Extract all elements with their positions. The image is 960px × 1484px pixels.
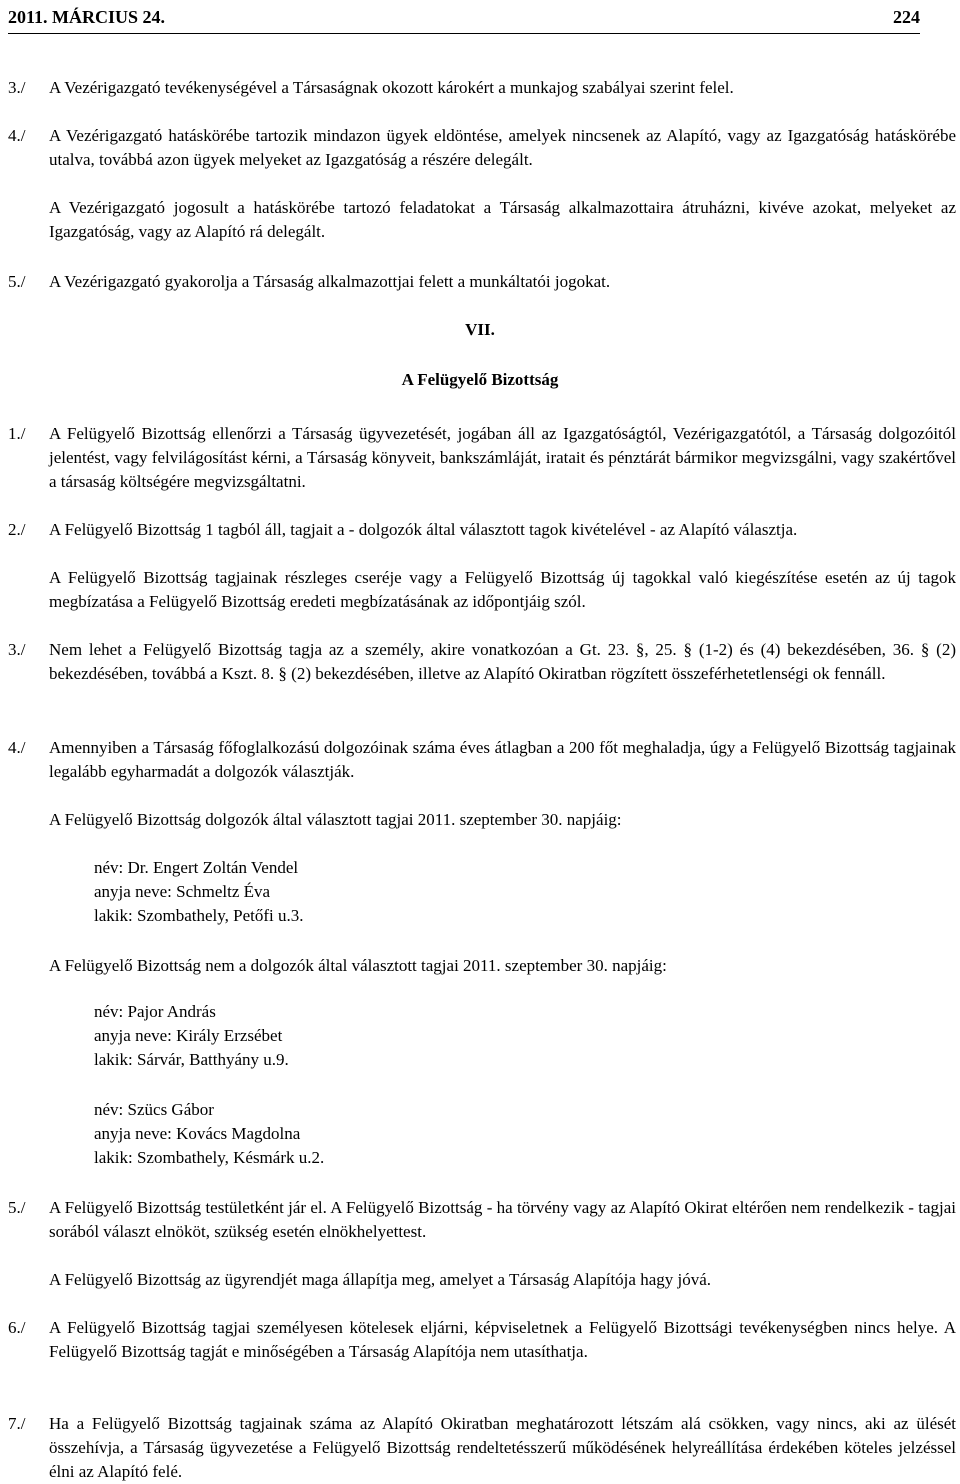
paragraph-number: 5./ [8,1198,26,1217]
page-header [8,0,920,34]
paragraph-number: 5./ [8,272,26,291]
member-address: lakik: Sárvár, Batthyány u.9. [94,1050,289,1069]
paragraph-text: A Felügyelő Bizottság ellenőrzi a Társaság ügyvezetését, jogában áll az Igazgatóságtól, Vezérigazgatótól, a Társaság dolgozóitól jelentést, vagy felvilágosítást kérni, a Társaság könyveit, bankszámláját, iratait és pénztárát bármikor megvizsgálni, vagy szakértővel a társaság költségére megvizsgáltatni. [49,424,956,491]
header-date: 2011. MÁRCIUS 24. [8,7,166,27]
paragraph-text: A Felügyelő Bizottság testületként jár el. A Felügyelő Bizottság - ha törvény vagy az Alapító Okirat eltérően nem rendelkezik - tagjai sorából választ elnököt, szükség esetén elnökhelyettest. [49,1198,956,1241]
member-name: név: Pajor András [94,1002,216,1021]
member-mother-name: anyja neve: Schmeltz Éva [94,882,271,901]
paragraph-number: 7./ [8,1414,26,1433]
member-record [94,856,594,928]
member-mother-name: anyja neve: Király Erzsébet [94,1026,283,1045]
paragraph-number: 6./ [8,1318,26,1337]
paragraph-text: Ha a Felügyelő Bizottság tagjainak száma az Alapító Okiratban meghatározott létszám alá csökken, vagy nincs, aki az ülését összehívja, a Társaság ügyvezetése a Felügyelő Bizottság rendeltetésszerű működésének helyreállítása érdekében köteles jelzéssel élni az Alapító felé. [49,1414,956,1481]
paragraph-number: 2./ [8,520,26,539]
member-name: név: Dr. Engert Zoltán Vendel [94,858,299,877]
section-number: VII. [465,320,495,339]
member-mother-name: anyja neve: Kovács Magdolna [94,1124,301,1143]
paragraph-text: Amennyiben a Társaság főfoglalkozású dolgozóinak száma éves átlagban a 200 főt meghaladja, úgy a Felügyelő Bizottság tagjainak legalább egyharmadát a dolgozók választják. [49,738,956,781]
paragraph-4-continuation: A Vezérigazgató jogosult a hatáskörébe tartozó feladatokat a Társaság alkalmazottaira átruházni, kivéve azokat, melyeket az Igazgatóság, vagy az Alapító rá delegált. [49,198,956,241]
section-paragraph-6 [8,1316,956,1364]
paragraph-number: 4./ [8,738,26,757]
paragraph-text: A Vezérigazgató tevékenységével a Társaságnak okozott károkért a munkajog szabályai szerint felel. [49,78,734,97]
section-paragraph-7 [8,1412,956,1484]
member-name: név: Szücs Gábor [94,1100,214,1119]
page-number: 224 [893,7,920,27]
section-paragraph-3 [8,638,956,686]
paragraph-text: A Felügyelő Bizottság 1 tagból áll, tagjait a - dolgozók által választott tagok kivételével - az Alapító választja. [49,520,798,539]
paragraph-text: A Vezérigazgató gyakorolja a Társaság alkalmazottjai felett a munkáltatói jogokat. [49,272,611,291]
paragraph-number: 4./ [8,126,26,145]
paragraph-number: 1./ [8,424,26,443]
paragraph-3 [8,76,956,100]
section-paragraph-4-elected-heading: A Felügyelő Bizottság dolgozók által választott tagjai 2011. szeptember 30. napjáig: [49,810,622,829]
member-address: lakik: Szombathely, Petőfi u.3. [94,906,304,925]
section-paragraph-5 [8,1196,956,1244]
paragraph-number: 3./ [8,78,26,97]
section-paragraph-4 [8,736,956,784]
section-title: A Felügyelő Bizottság [401,370,559,389]
paragraph-text: Nem lehet a Felügyelő Bizottság tagja az a személy, akire vonatkozóan a Gt. 23. §, 25. § (1-2) és (4) bekezdésében, 36. § (2) bekezdésében, továbbá a Kszt. 8. § (2) bekezdésében, illetve az Alapító Okiratban rögzített összeférhetetlenségi ok fennáll. [49,640,956,683]
paragraph-4 [8,124,956,172]
member-record [94,1098,594,1170]
section-paragraph-4-appointed-heading: A Felügyelő Bizottság nem a dolgozók által választott tagjai 2011. szeptember 30. napjáig: [49,956,667,975]
section-paragraph-2-continuation: A Felügyelő Bizottság tagjainak részleges cseréje vagy a Felügyelő Bizottság új tagokkal való kiegészítése esetén az új tagok megbízatása a Felügyelő Bizottság eredeti megbízatásának az időpontjáig szól. [49,568,956,611]
paragraph-number: 3./ [8,640,26,659]
member-address: lakik: Szombathely, Késmárk u.2. [94,1148,325,1167]
paragraph-text: A Vezérigazgató hatáskörébe tartozik mindazon ügyek eldöntése, amelyek nincsenek az Alapító, vagy az Igazgatóság hatáskörébe utalva, továbbá azon ügyek melyeket az Igazgatóság a részére delegált. [49,126,956,169]
paragraph-5 [8,270,956,294]
section-paragraph-2 [8,518,956,542]
member-record [94,1000,594,1072]
paragraph-text: A Felügyelő Bizottság tagjai személyesen kötelesek eljárni, képviseletnek a Felügyelő Bizottsági tevékenységben nincs helye. A Felügyelő Bizottság tagját e minőségében a Társaság Alapítója nem utasíthatja. [49,1318,956,1361]
section-paragraph-1 [8,422,956,494]
section-paragraph-5-continuation: A Felügyelő Bizottság az ügyrendjét maga állapítja meg, amelyet a Társaság Alapítója hagy jóvá. [49,1270,712,1289]
